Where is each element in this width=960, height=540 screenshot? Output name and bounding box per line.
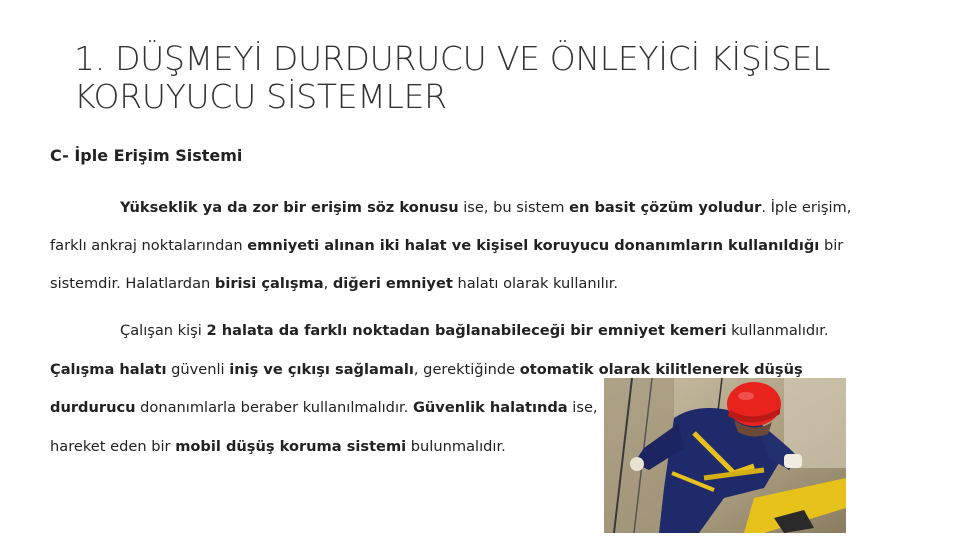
paragraph-2-line-2	[50, 360, 803, 380]
emphasized-text: mobil düşüş koruma sistemi	[175, 438, 407, 455]
emphasized-text: otomatik olarak kilitlenerek düşüş	[519, 361, 803, 378]
paragraph-2-line-1	[120, 321, 829, 341]
paragraph-2-line-4	[50, 437, 506, 457]
emphasized-text: Güvenlik halatında	[412, 399, 568, 416]
text-run: sistemdir. Halatlardan	[50, 275, 215, 292]
text-run: halatı olarak kullanılır.	[452, 275, 619, 292]
slide-title-line-2: KORUYUCU SİSTEMLER	[74, 77, 447, 116]
slide-title-line-1: 1. DÜŞMEYİ DURDURUCU VE ÖNLEYİCİ KİŞİSEL	[74, 39, 831, 78]
text-run: farklı ankraj noktalarından	[50, 237, 248, 254]
paragraph-2-line-3	[50, 398, 598, 418]
text-run: Çalışan kişi	[120, 322, 207, 339]
text-run: kullanmalıdır.	[726, 322, 829, 339]
section-subtitle: C- İple Erişim Sistemi	[50, 146, 243, 165]
emphasized-text: birisi çalışma	[214, 275, 324, 292]
emphasized-text: iniş ve çıkışı sağlamalı	[229, 361, 414, 378]
text-run: donanımlarla beraber kullanılmalıdır.	[135, 399, 413, 416]
emphasized-text: emniyeti alınan iki halat ve kişisel koruyucu donanımların kullanıldığı	[247, 237, 820, 254]
text-run: . İple erişim,	[761, 199, 852, 216]
text-run: ,	[323, 275, 333, 292]
text-run: hareket eden bir	[50, 438, 176, 455]
text-run: ise, bu sistem	[458, 199, 570, 216]
emphasized-text: diğeri emniyet	[332, 275, 453, 292]
slide-title	[74, 40, 934, 116]
emphasized-text: Çalışma halatı	[50, 361, 167, 378]
emphasized-text: 2 halata da farklı noktadan bağlanabileceği bir emniyet kemeri	[206, 322, 727, 339]
emphasized-text: durdurucu	[50, 399, 136, 416]
rope-access-worker-photo	[604, 378, 846, 533]
text-run: güvenli	[166, 361, 230, 378]
emphasized-text: Yükseklik ya da zor bir erişim söz konusu	[120, 199, 459, 216]
text-run: , gerektiğinde	[413, 361, 520, 378]
paragraph-1-line-3	[50, 274, 618, 294]
text-run: bir	[819, 237, 844, 254]
text-run: bulunmalıdır.	[406, 438, 506, 455]
paragraph-1-line-1	[120, 198, 851, 218]
worker-illustration	[604, 378, 846, 533]
emphasized-text: en basit çözüm yoludur	[569, 199, 762, 216]
text-run: ise,	[567, 399, 598, 416]
paragraph-1-line-2	[50, 236, 843, 256]
